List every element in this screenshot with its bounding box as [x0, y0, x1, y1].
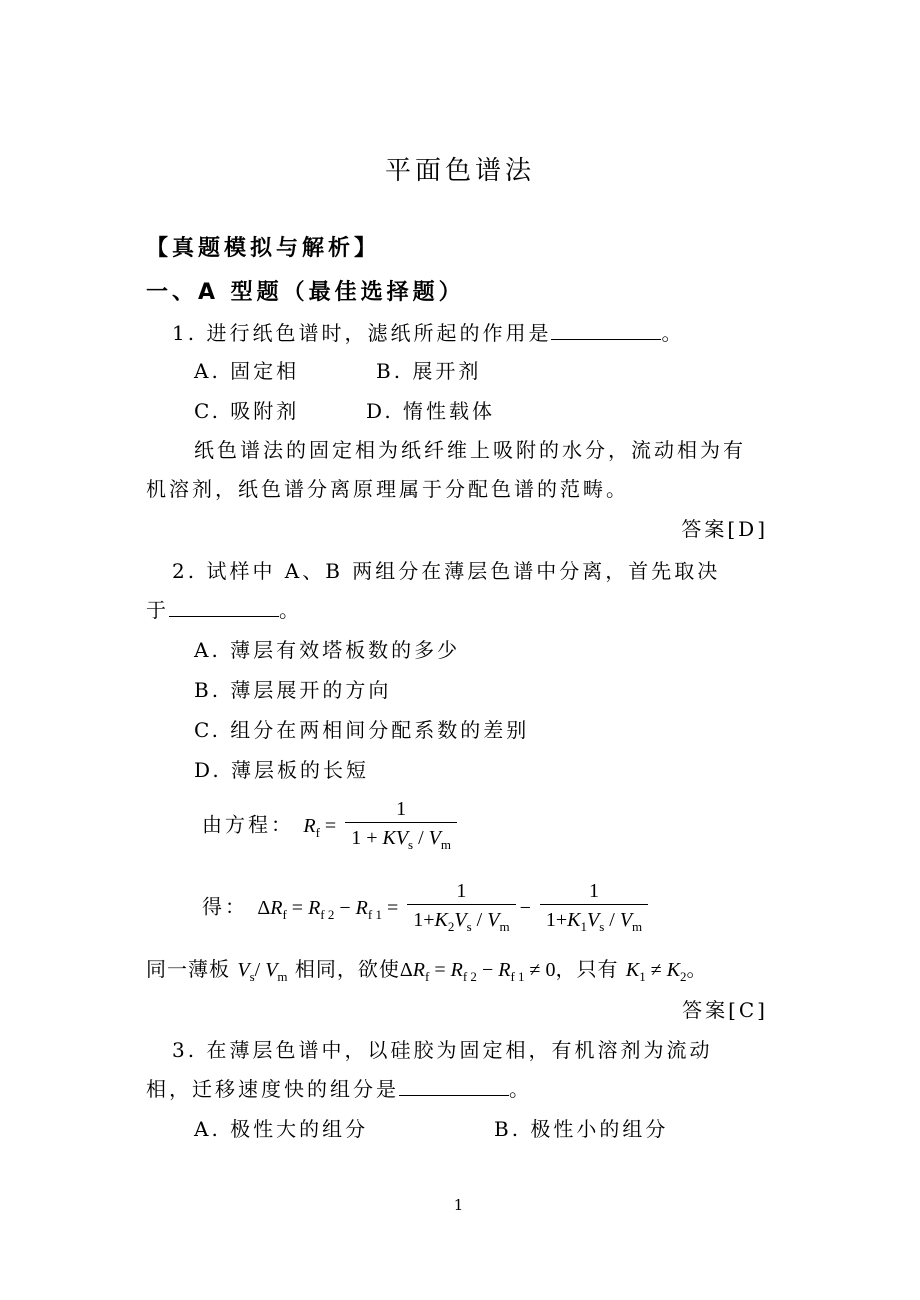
option-b: B. 展开剂 — [376, 359, 482, 383]
question-1-stem — [172, 320, 684, 346]
answer-blank — [169, 598, 279, 617]
option-a: A. 固定相 — [194, 359, 300, 383]
answer: 答案[C] — [682, 998, 768, 1022]
text: 。 — [686, 957, 708, 981]
explanation-line: 纸色谱法的固定相为纸纤维上吸附的水分，流动相为有 — [194, 438, 746, 462]
option-d: D. 惰性载体 — [366, 399, 496, 423]
explanation-conclusion: 同一薄板 $V_s/$ $V_m$ 相同，欲使$\Delta R_f = R_{f 2} - R_{f 1} \ne 0$，只有 $K_1 \ne K_2$。 — [146, 957, 708, 984]
section-heading: 【真题模拟与解析】 — [146, 236, 381, 261]
answer: 答案[D] — [681, 517, 768, 541]
question-2-stem: 2. 试样中 A、B 两组分在薄层色谱中分离，首先取决 — [172, 559, 721, 583]
answer-blank — [399, 1077, 509, 1096]
stem-text: 1. 进行纸色谱时，滤纸所起的作用是 — [172, 321, 552, 345]
stem-end: 。 — [661, 321, 685, 345]
equation-label: 由方程： — [202, 812, 294, 837]
page-title: 平面色谱法 — [384, 156, 535, 186]
question-3-stem: 3. 在薄层色谱中，以硅胶为固定相，有机溶剂为流动 — [172, 1038, 713, 1062]
explanation-line: 机溶剂，纸色谱分离原理属于分配色谱的范畴。 — [146, 477, 629, 501]
option-b: B. 极性小的组分 — [494, 1117, 669, 1141]
equation-delta-rf: 得： $\Delta R_f = R_{f 2} - R_{f 1}$ = $\frac{1}{1+K_2V_s / V_m}$ − $\frac{1}{1+K_1V_s / V_m}$ — [202, 878, 652, 940]
stem-text: 于 — [146, 598, 169, 622]
answer-blank — [551, 321, 661, 340]
stem-end: 。 — [279, 598, 302, 622]
option-b: B. 薄层展开的方向 — [194, 678, 392, 702]
option-c: C. 吸附剂 — [194, 399, 300, 423]
question-3-stem-cont — [146, 1076, 532, 1102]
text: ，只有 — [555, 957, 619, 981]
question-2-stem-cont — [146, 597, 302, 623]
subsection-heading: 一、A 型题（最佳选择题） — [146, 280, 465, 305]
option-c: C. 组分在两相间分配系数的差别 — [194, 718, 530, 742]
option-a: A. 极性大的组分 — [194, 1117, 369, 1141]
text: 同一薄板 — [146, 957, 230, 981]
text: 相同，欲使 — [294, 957, 400, 981]
page-number: 1 — [453, 1196, 467, 1214]
stem-text: 相，迁移速度快的组分是 — [146, 1077, 399, 1101]
option-a: A. 薄层有效塔板数的多少 — [194, 638, 461, 662]
stem-end: 。 — [509, 1077, 532, 1101]
option-d: D. 薄层板的长短 — [194, 758, 370, 782]
equation-rf: 由方程： $R_f$ = $\frac{1}{1 + KV_s / V_m}$ — [202, 796, 461, 858]
equation-label: 得： — [202, 894, 248, 919]
